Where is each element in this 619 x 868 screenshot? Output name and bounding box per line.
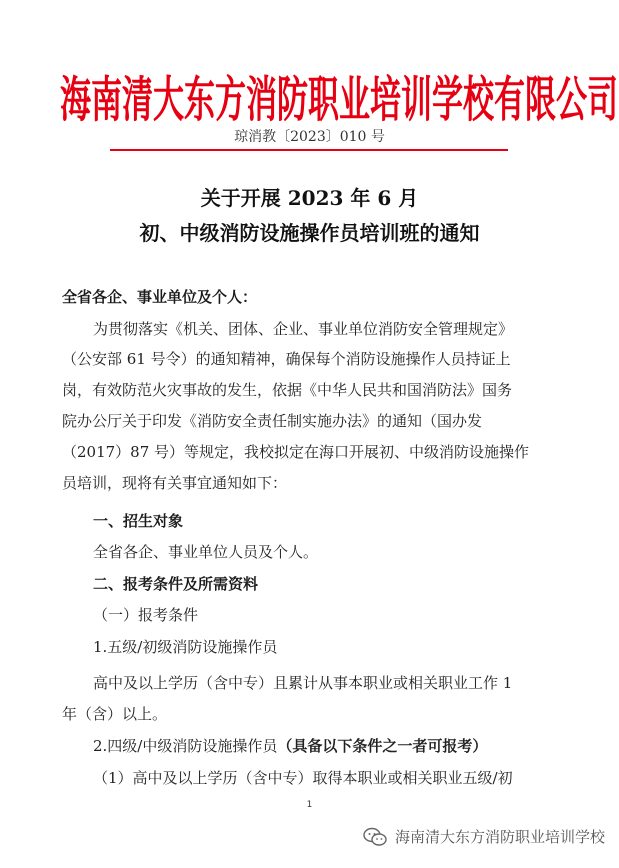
watermark-text: 海南清大东方消防职业培训学校 [394,828,605,846]
wechat-icon [363,827,387,847]
item-2-line: （1）高中及以上学历（含中专）取得本职业或相关职业五级/初 [93,769,513,787]
intro-line: 院办公厅关于印发《消防安全责任制实施办法》的通知（国办发 [62,412,483,430]
wechat-watermark [363,826,605,847]
item-2-note: （具备以下条件之一者可报考） [277,737,488,755]
item-1-line: 年（含）以上。 [62,705,168,723]
salutation: 全省各企、事业单位及个人： [62,288,258,306]
item-2-title: 2.四级/中级消防设施操作员 [93,737,278,755]
red-divider [110,149,508,151]
page-number: 1 [306,800,313,810]
section-1-heading: 一、招生对象 [93,512,184,530]
intro-line: 岗，有效防范火灾事故的发生，依据《中华人民共和国消防法》国务 [62,381,513,399]
item-2-title-row [93,735,593,756]
section-2-heading: 二、报考条件及所需资料 [93,575,259,593]
section-1-text: 全省各企、事业单位人员及个人。 [93,543,319,561]
title-line-2: 初、中级消防设施操作员培训班的通知 [139,221,480,245]
title-line-1: 关于开展 2023 年 6 月 [200,186,419,210]
intro-line: 为贯彻落实《机关、团体、企业、事业单位消防安全管理规定》 [93,320,514,338]
item-1-title: 1.五级/初级消防设施操作员 [93,638,278,656]
document-number: 琼消教〔2023〕010 号 [234,129,385,145]
intro-line: 员培训，现将有关事宜通知如下： [62,474,288,492]
org-name-header: 海南清大东方消防职业培训学校有限公司 [60,72,618,129]
intro-line: （2017）87 号）等规定，我校拟定在海口开展初、中级消防设施操作 [62,443,530,461]
intro-line: （公安部 61 号令）的通知精神，确保每个消防设施操作人员持证上 [62,350,511,368]
subsection-heading: （一）报考条件 [93,606,199,624]
item-1-line: 高中及以上学历（含中专）且累计从事本职业或相关职业工作 1 [93,674,513,692]
